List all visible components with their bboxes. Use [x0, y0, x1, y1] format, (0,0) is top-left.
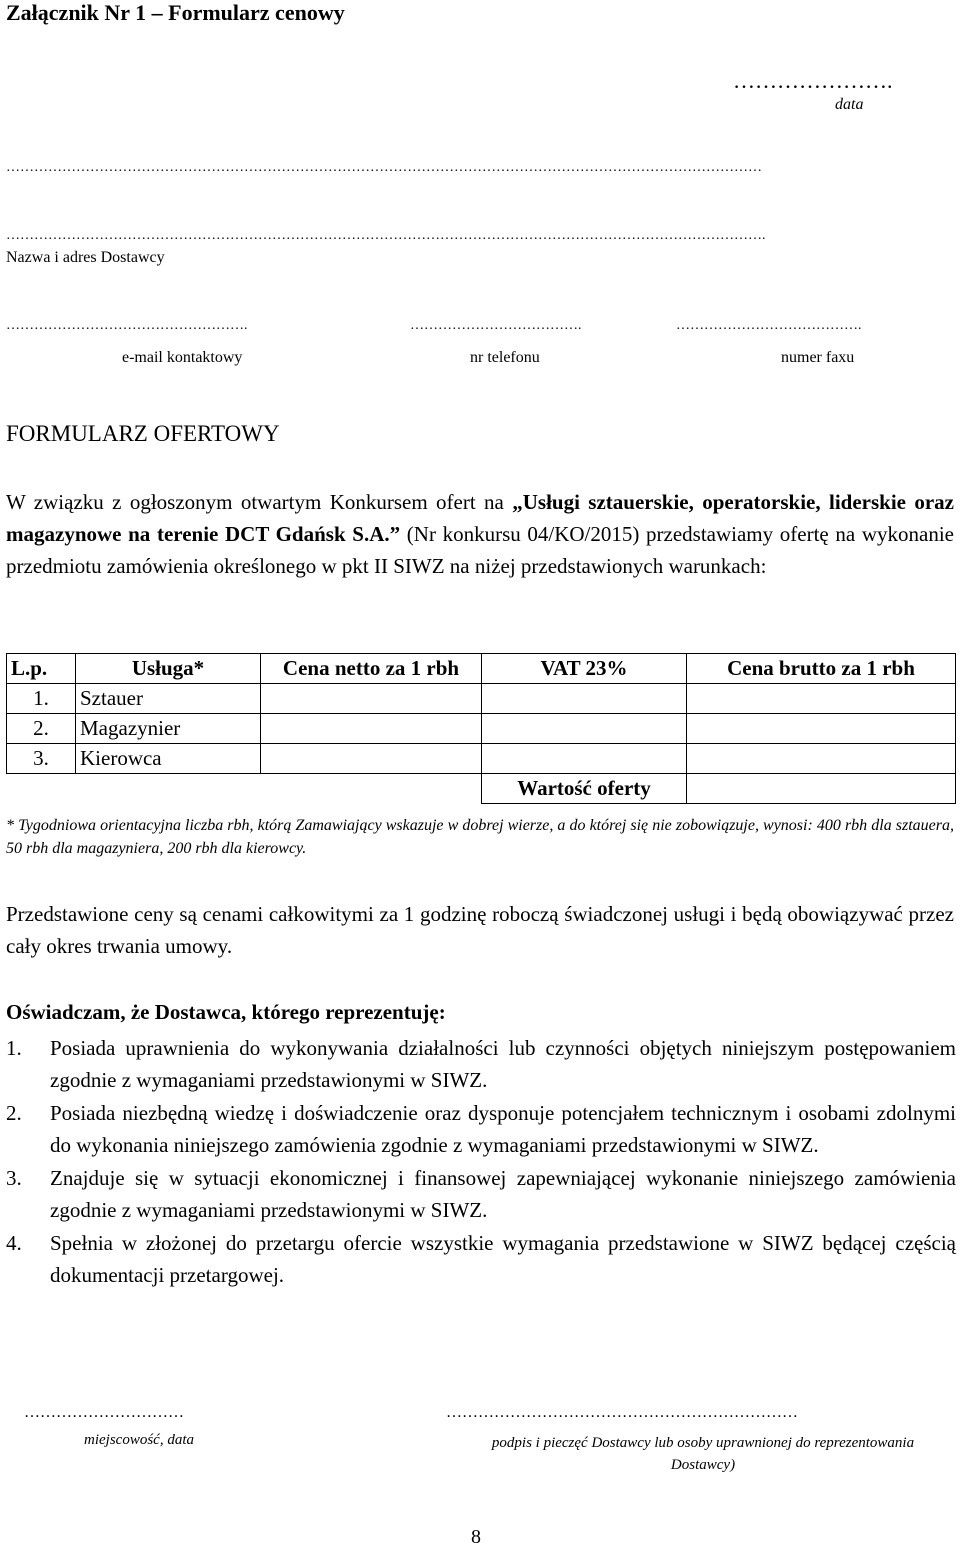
supplier-name-label: Nazwa i adres Dostawcy — [6, 249, 165, 266]
row-vat[interactable] — [482, 744, 687, 774]
phone-field: ………………………………. — [410, 318, 582, 333]
row-net-price[interactable] — [261, 684, 482, 714]
signature-label: podpis i pieczęć Dostawcy lub osoby uprawnionej do reprezentowania Dostawcy) — [491, 1435, 915, 1473]
email-field: ……………………………………………. — [6, 318, 248, 333]
supplier-line-1: ……………………………………………………………………………………………………………………………………………… — [6, 160, 762, 175]
form-heading: FORMULARZ OFERTOWY — [6, 421, 280, 446]
table-header-row — [7, 654, 956, 684]
date-field: …………………. — [733, 68, 893, 93]
date-label: data — [835, 96, 864, 113]
intro-post: (Nr konkursu 04/KO/2015) przedstawiamy ofertę na wykonanie przedmiotu zamówienia określonego w pkt II SIWZ na niżej przedstawionych warunkach: — [6, 522, 954, 578]
price-table — [6, 653, 956, 804]
list-item — [6, 1032, 956, 1096]
table-row — [7, 684, 956, 714]
intro-contest-name: „Usługi sztauerskie, operatorskie, liderskie oraz magazynowe na terenie DCT Gdańsk S.A.” — [6, 490, 954, 546]
row-num: 2. — [7, 714, 76, 744]
phone-label: nr telefonu — [470, 349, 540, 366]
item-text: Spełnia w złożonej do przetargu ofercie wszystkie wymagania przedstawione w SIWZ będącej częścią dokumentacji przetargowej. — [50, 1231, 956, 1287]
list-item — [6, 1227, 956, 1291]
row-gross-price[interactable] — [687, 684, 956, 714]
item-text: Posiada uprawnienia do wykonywania działalności lub czynności objętych niniejszym postępowaniem zgodnie z wymaganiami przedstawionymi w SIWZ. — [50, 1036, 956, 1092]
list-item — [6, 1097, 956, 1161]
table-total-row — [7, 774, 956, 804]
row-vat[interactable] — [482, 714, 687, 744]
row-num: 3. — [7, 744, 76, 774]
list-item — [6, 1162, 956, 1226]
header-net-price: Cena netto za 1 rbh — [261, 654, 482, 684]
row-service: Kierowca — [76, 744, 261, 774]
table-row — [7, 744, 956, 774]
page-number: 8 — [471, 1526, 481, 1548]
header-lp: L.p. — [7, 654, 76, 684]
header-gross-price: Cena brutto za 1 rbh — [687, 654, 956, 684]
row-num: 1. — [7, 684, 76, 714]
item-number: 1. — [6, 1036, 22, 1060]
place-date-label: miejscowość, data — [84, 1432, 194, 1448]
row-vat[interactable] — [482, 684, 687, 714]
row-gross-price[interactable] — [687, 714, 956, 744]
item-number: 2. — [6, 1101, 22, 1125]
place-date-field: ………………………… — [24, 1404, 184, 1421]
item-text: Posiada niezbędną wiedzę i doświadczenie oraz dysponuje potencjałem technicznym i osobami zdolnymi do wykonania niniejszego zamówienia zgodnie z wymaganiami przedstawionymi w SIWZ. — [50, 1101, 956, 1157]
total-label: Wartość oferty — [482, 774, 687, 804]
intro-pre: W związku z ogłoszonym otwartym Konkursem ofert na — [6, 490, 513, 514]
item-number: 4. — [6, 1231, 22, 1255]
row-gross-price[interactable] — [687, 744, 956, 774]
footnote: * Tygodniowa orientacyjna liczba rbh, którą Zamawiający wskazuje w dobrej wierze, a do której się nie zobowiązuje, wynosi: 400 rbh dla sztauera, 50 rbh dla magazyniera, 200 rbh dla kierowcy. — [6, 817, 954, 857]
row-service: Magazynier — [76, 714, 261, 744]
document-title: Załącznik Nr 1 – Formularz cenowy — [6, 0, 345, 25]
declaration-list — [6, 1032, 956, 1292]
row-net-price[interactable] — [261, 714, 482, 744]
email-label: e-mail kontaktowy — [122, 349, 243, 366]
table-row — [7, 714, 956, 744]
row-net-price[interactable] — [261, 744, 482, 774]
header-service: Usługa* — [76, 654, 261, 684]
header-vat: VAT 23% — [482, 654, 687, 684]
fax-field: …………………………………. — [676, 318, 862, 333]
declaration-heading: Oświadczam, że Dostawca, którego reprezentuję: — [6, 1000, 446, 1024]
prices-statement: Przedstawione ceny są cenami całkowitymi za 1 godzinę roboczą świadczonej usługi i będą obowiązywać przez cały okres trwania umowy. — [6, 902, 954, 958]
signature-field: ………………………………………………………… — [446, 1404, 798, 1421]
intro-paragraph — [6, 486, 954, 582]
row-service: Sztauer — [76, 684, 261, 714]
item-text: Znajduje się w sytuacji ekonomicznej i finansowej zapewniającej wykonanie niniejszego zamówienia zgodnie z wymaganiami przedstawionymi w SIWZ. — [50, 1166, 956, 1222]
total-value[interactable] — [687, 774, 956, 804]
supplier-line-2: ………………………………………………………………………………………………………………………………………………. — [6, 228, 766, 243]
fax-label: numer faxu — [781, 349, 855, 366]
item-number: 3. — [6, 1166, 22, 1190]
